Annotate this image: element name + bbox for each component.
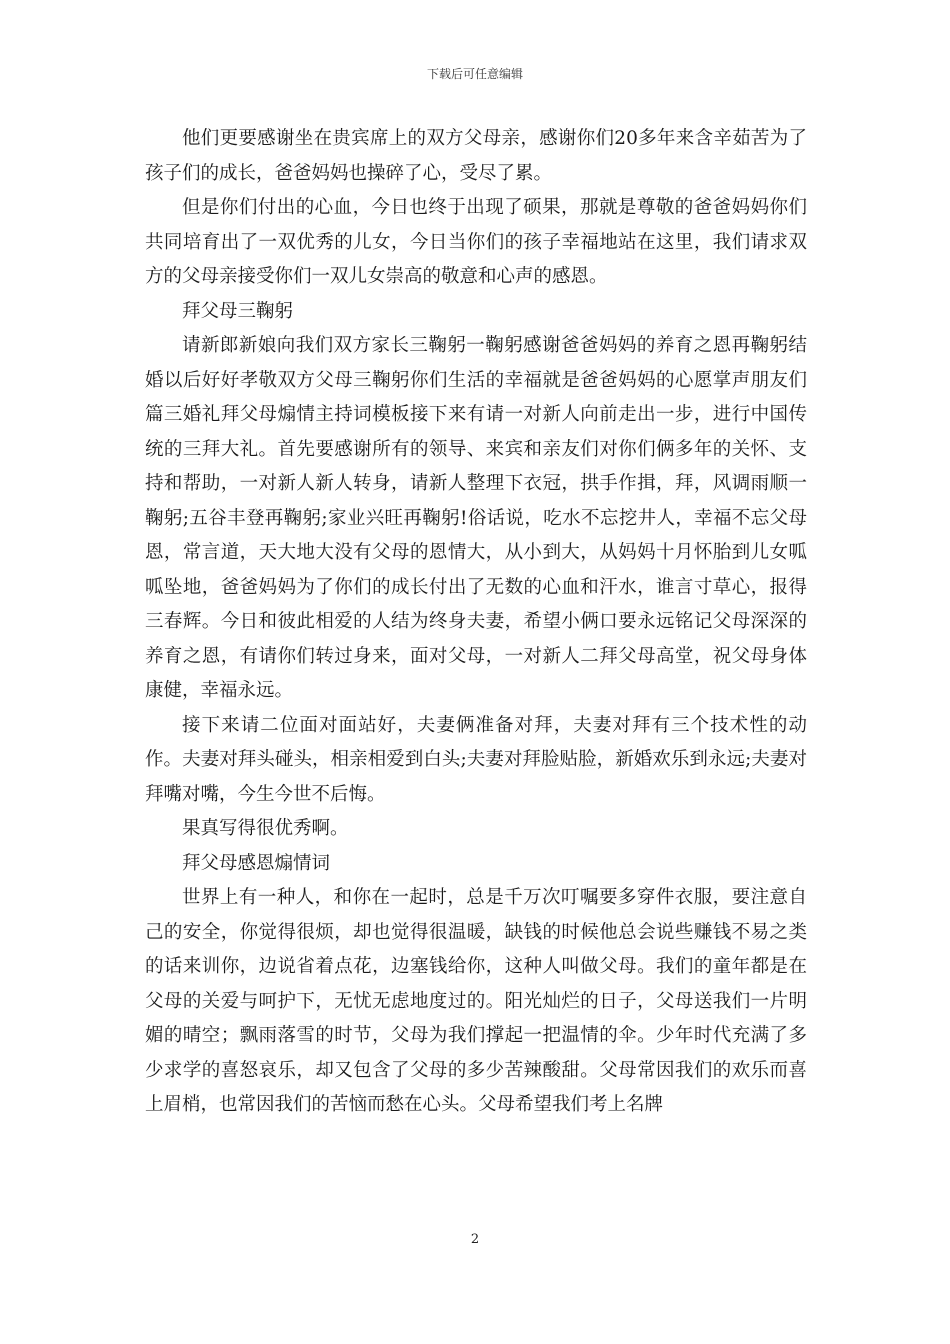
paragraph-three-bows: 请新郎新娘向我们双方家长三鞠躬一鞠躬感谢爸爸妈妈的养育之恩再鞠躬结婚以后好好孝敬双方父母三鞠躬你们生活的幸福就是爸爸妈妈的心愿掌声朋友们篇三婚礼拜父母煽情主持词模板接下来有请一对新人向前走出一步，进行中国传统的三拜大礼。首先要感谢所有的领导、来宾和亲友们对你们俩多年的关怀、支持和帮助，一对新人新人转身，请新人整理下衣冠，拱手作揖，拜，风调雨顺一鞠躬;五谷丰登再鞠躬;家业兴旺再鞠躬!俗话说，吃水不忘挖井人，幸福不忘父母恩，常言道，天大地大没有父母的恩情大，从小到大，从妈妈十月怀胎到儿女呱呱坠地，爸爸妈妈为了你们的成长付出了无数的心血和汗水，谁言寸草心，报得三春辉。今日和彼此相爱的人结为终身夫妻，希望小俩口要永远铭记父母深深的养育之恩，有请你们转过身来，面对父母，一对新人二拜父母高堂，祝父母身体康健，幸福永远。 <box>145 335 807 701</box>
section-heading-gratitude-speech: 拜父母感恩煽情词 <box>182 852 331 874</box>
paragraph-fruits-of-effort: 但是你们付出的心血，今日也终于出现了硕果，那就是尊敬的爸爸妈妈你们共同培育出了一双优秀的儿女，今日当你们的孩子幸福地站在这里，我们请求双方的父母亲接受你们一双儿女崇高的敬意和心声的感恩。 <box>145 197 807 287</box>
section-heading-bow-to-parents: 拜父母三鞠躬 <box>182 300 294 322</box>
page-header-note: 下载后可任意编辑 <box>426 67 523 81</box>
paragraph-gratitude-speech: 世界上有一种人，和你在一起时，总是千万次叮嘱要多穿件衣服，要注意自己的安全，你觉得很烦，却也觉得很温暖，缺钱的时候他总会说些赚钱不易之类的话来训你，边说省着点花，边塞钱给你，这种人叫做父母。我们的童年都是在父母的关爱与呵护下，无忧无虑地度过的。阳光灿烂的日子，父母送我们一片明媚的晴空；飘雨落雪的时节，父母为我们撑起一把温情的伞。少年时代充满了多少求学的喜怒哀乐，却又包含了父母的多少苦辣酸甜。父母常因我们的欢乐而喜上眉梢，也常因我们的苦恼而愁在心头。父母希望我们考上名牌 <box>145 887 807 1115</box>
document-body <box>145 122 807 1123</box>
paragraph-couple-bow: 接下来请二位面对面站好，夫妻俩准备对拜，夫妻对拜有三个技术性的动作。夫妻对拜头碰头，相亲相爱到白头;夫妻对拜脸贴脸，新婚欢乐到永远;夫妻对拜嘴对嘴，今生今世不后悔。 <box>145 714 807 805</box>
paragraph-comment: 果真写得很优秀啊。 <box>182 818 349 839</box>
page-number: 2 <box>470 1232 480 1247</box>
paragraph-thanks-parents: 他们更要感谢坐在贵宾席上的双方父母亲，感谢你们20多年来含辛茹苦为了孩子们的成长，爸爸妈妈也操碎了心，受尽了累。 <box>145 128 807 184</box>
